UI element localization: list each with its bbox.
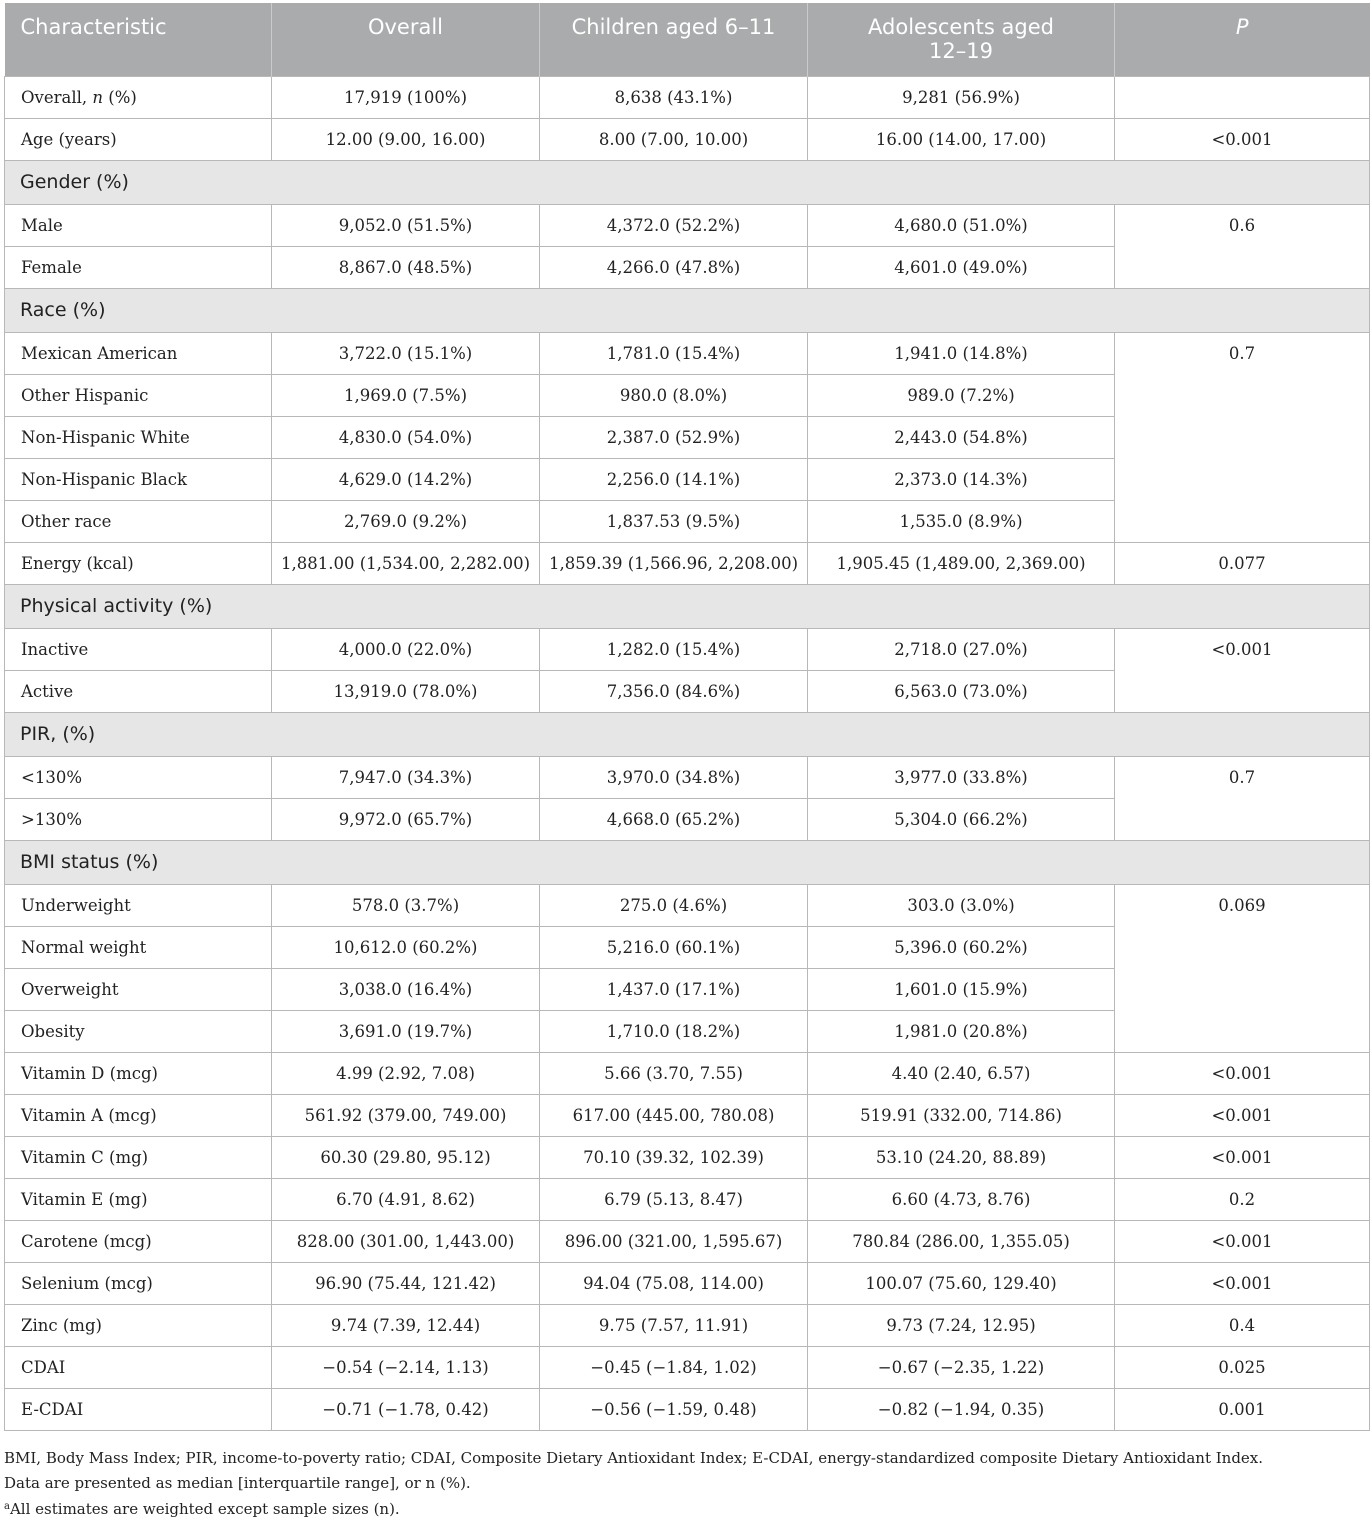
- row-label: Female: [5, 246, 272, 288]
- section-header-race: Race (%): [5, 288, 1370, 332]
- cell-children: 8,638 (43.1%): [540, 76, 808, 118]
- cell-p: <0.001: [1115, 1220, 1370, 1262]
- cell-overall: 4,629.0 (14.2%): [272, 458, 540, 500]
- cell-p: 0.001: [1115, 1388, 1370, 1430]
- table-row: [5, 542, 1370, 584]
- cell-overall: 4,000.0 (22.0%): [272, 628, 540, 670]
- row-label: Non-Hispanic Black: [5, 458, 272, 500]
- row-label-post: (%): [103, 87, 137, 107]
- cell-adolescents: 1,535.0 (8.9%): [808, 500, 1115, 542]
- row-label: Inactive: [5, 628, 272, 670]
- row-label: Vitamin C (mg): [5, 1136, 272, 1178]
- table-row: [5, 628, 1370, 670]
- cell-adolescents: 1,601.0 (15.9%): [808, 968, 1115, 1010]
- cell-children: 4,372.0 (52.2%): [540, 204, 808, 246]
- footnote-weighted: All estimates are weighted except sample sizes (n).: [9, 1500, 400, 1518]
- cell-children: 3,970.0 (34.8%): [540, 756, 808, 798]
- cell-adolescents: 16.00 (14.00, 17.00): [808, 118, 1115, 160]
- cell-p: 0.069: [1115, 884, 1370, 1052]
- row-label: Age (years): [5, 118, 272, 160]
- col-header-characteristic: Characteristic: [5, 3, 272, 76]
- cell-children: 275.0 (4.6%): [540, 884, 808, 926]
- table-row: [5, 76, 1370, 118]
- row-label: Active: [5, 670, 272, 712]
- cell-overall: 9,972.0 (65.7%): [272, 798, 540, 840]
- cell-children: 94.04 (75.08, 114.00): [540, 1262, 808, 1304]
- cell-children: 9.75 (7.57, 11.91): [540, 1304, 808, 1346]
- section-row: [5, 288, 1370, 332]
- cell-overall: 4,830.0 (54.0%): [272, 416, 540, 458]
- table-row: [5, 1052, 1370, 1094]
- cell-overall: 6.70 (4.91, 8.62): [272, 1178, 540, 1220]
- cell-p: 0.077: [1115, 542, 1370, 584]
- cell-children: −0.45 (−1.84, 1.02): [540, 1346, 808, 1388]
- cell-overall: 8,867.0 (48.5%): [272, 246, 540, 288]
- cell-adolescents: 2,718.0 (27.0%): [808, 628, 1115, 670]
- cell-p: 0.7: [1115, 756, 1370, 840]
- cell-adolescents: −0.67 (−2.35, 1.22): [808, 1346, 1115, 1388]
- row-label: Carotene (mcg): [5, 1220, 272, 1262]
- table-footnotes: [4, 1446, 1369, 1522]
- cell-overall: 17,919 (100%): [272, 76, 540, 118]
- cell-overall: 1,881.00 (1,534.00, 2,282.00): [272, 542, 540, 584]
- cell-children: 70.10 (39.32, 102.39): [540, 1136, 808, 1178]
- cell-overall: 9,052.0 (51.5%): [272, 204, 540, 246]
- cell-overall: 3,722.0 (15.1%): [272, 332, 540, 374]
- cell-adolescents: 4,601.0 (49.0%): [808, 246, 1115, 288]
- cell-adolescents: 1,905.45 (1,489.00, 2,369.00): [808, 542, 1115, 584]
- cell-p: 0.7: [1115, 332, 1370, 542]
- cell-overall: 9.74 (7.39, 12.44): [272, 1304, 540, 1346]
- table-row: [5, 1346, 1370, 1388]
- section-header-pir: PIR, (%): [5, 712, 1370, 756]
- cell-overall: 578.0 (3.7%): [272, 884, 540, 926]
- col-header-overall: Overall: [272, 3, 540, 76]
- cell-children: 1,859.39 (1,566.96, 2,208.00): [540, 542, 808, 584]
- section-header-gender: Gender (%): [5, 160, 1370, 204]
- table-row: [5, 118, 1370, 160]
- section-header-bmi: BMI status (%): [5, 840, 1370, 884]
- cell-children: 8.00 (7.00, 10.00): [540, 118, 808, 160]
- cell-children: 4,266.0 (47.8%): [540, 246, 808, 288]
- cell-p: <0.001: [1115, 118, 1370, 160]
- cell-p: <0.001: [1115, 628, 1370, 712]
- cell-overall: 4.99 (2.92, 7.08): [272, 1052, 540, 1094]
- cell-children: 7,356.0 (84.6%): [540, 670, 808, 712]
- cell-overall: 7,947.0 (34.3%): [272, 756, 540, 798]
- col-header-p: P: [1115, 3, 1370, 76]
- cell-children: 1,282.0 (15.4%): [540, 628, 808, 670]
- cell-children: 1,437.0 (17.1%): [540, 968, 808, 1010]
- cell-children: −0.56 (−1.59, 0.48): [540, 1388, 808, 1430]
- table-row: [5, 1262, 1370, 1304]
- row-label: [5, 76, 272, 118]
- row-label: Vitamin D (mcg): [5, 1052, 272, 1094]
- cell-overall: 828.00 (301.00, 1,443.00): [272, 1220, 540, 1262]
- cell-overall: 12.00 (9.00, 16.00): [272, 118, 540, 160]
- cell-adolescents: 9,281 (56.9%): [808, 76, 1115, 118]
- cell-adolescents: 6.60 (4.73, 8.76): [808, 1178, 1115, 1220]
- characteristics-table-container: [4, 3, 1369, 1431]
- cell-adolescents: 2,373.0 (14.3%): [808, 458, 1115, 500]
- row-label: Mexican American: [5, 332, 272, 374]
- cell-overall: 3,691.0 (19.7%): [272, 1010, 540, 1052]
- header-row: [5, 3, 1370, 76]
- characteristics-table: [4, 3, 1370, 1431]
- row-label: Overweight: [5, 968, 272, 1010]
- cell-children: 896.00 (321.00, 1,595.67): [540, 1220, 808, 1262]
- cell-adolescents: 4.40 (2.40, 6.57): [808, 1052, 1115, 1094]
- cell-adolescents: 1,981.0 (20.8%): [808, 1010, 1115, 1052]
- table-row: [5, 1304, 1370, 1346]
- cell-children: 980.0 (8.0%): [540, 374, 808, 416]
- row-label: Selenium (mcg): [5, 1262, 272, 1304]
- cell-adolescents: 6,563.0 (73.0%): [808, 670, 1115, 712]
- cell-children: 5,216.0 (60.1%): [540, 926, 808, 968]
- table-row: [5, 1178, 1370, 1220]
- table-row: [5, 1220, 1370, 1262]
- row-label: Zinc (mg): [5, 1304, 272, 1346]
- cell-p: 0.025: [1115, 1346, 1370, 1388]
- row-label: Other Hispanic: [5, 374, 272, 416]
- cell-adolescents: 53.10 (24.20, 88.89): [808, 1136, 1115, 1178]
- footnote-abbreviations: BMI, Body Mass Index; PIR, income-to-poverty ratio; CDAI, Composite Dietary Antioxidant Index; E-CDAI, energy-standardized composite Dietary Antioxidant Index.: [4, 1449, 1264, 1467]
- table-row: [5, 1136, 1370, 1178]
- cell-overall: 96.90 (75.44, 121.42): [272, 1262, 540, 1304]
- cell-adolescents: 1,941.0 (14.8%): [808, 332, 1115, 374]
- row-label: Non-Hispanic White: [5, 416, 272, 458]
- footnote-presentation: Data are presented as median [interquartile range], or n (%).: [4, 1473, 471, 1492]
- table-row: [5, 1094, 1370, 1136]
- row-label: >130%: [5, 798, 272, 840]
- cell-children: 6.79 (5.13, 8.47): [540, 1178, 808, 1220]
- row-label: Vitamin E (mg): [5, 1178, 272, 1220]
- cell-children: 617.00 (445.00, 780.08): [540, 1094, 808, 1136]
- cell-children: 4,668.0 (65.2%): [540, 798, 808, 840]
- cell-p: <0.001: [1115, 1094, 1370, 1136]
- cell-p: 0.6: [1115, 204, 1370, 288]
- table-row: [5, 884, 1370, 926]
- row-label: Male: [5, 204, 272, 246]
- section-row: [5, 840, 1370, 884]
- cell-overall: 13,919.0 (78.0%): [272, 670, 540, 712]
- cell-adolescents: 5,396.0 (60.2%): [808, 926, 1115, 968]
- cell-p: 0.2: [1115, 1178, 1370, 1220]
- row-label-em: n: [92, 87, 104, 107]
- cell-p: [1115, 76, 1370, 118]
- col-header-children: Children aged 6–11: [540, 3, 808, 76]
- cell-overall: 3,038.0 (16.4%): [272, 968, 540, 1010]
- cell-p: 0.4: [1115, 1304, 1370, 1346]
- row-label: <130%: [5, 756, 272, 798]
- cell-p: <0.001: [1115, 1262, 1370, 1304]
- cell-adolescents: 100.07 (75.60, 129.40): [808, 1262, 1115, 1304]
- table-row: [5, 1388, 1370, 1430]
- cell-adolescents: 3,977.0 (33.8%): [808, 756, 1115, 798]
- footnote-weighted-line: [4, 1495, 1369, 1522]
- cell-children: 1,837.53 (9.5%): [540, 500, 808, 542]
- cell-adolescents: 989.0 (7.2%): [808, 374, 1115, 416]
- table-row: [5, 204, 1370, 246]
- cell-overall: 1,969.0 (7.5%): [272, 374, 540, 416]
- row-label-pre: Overall,: [21, 87, 93, 107]
- cell-overall: 561.92 (379.00, 749.00): [272, 1094, 540, 1136]
- cell-p: <0.001: [1115, 1136, 1370, 1178]
- table-row: [5, 332, 1370, 374]
- cell-overall: 60.30 (29.80, 95.12): [272, 1136, 540, 1178]
- section-row: [5, 712, 1370, 756]
- cell-children: 1,710.0 (18.2%): [540, 1010, 808, 1052]
- cell-children: 1,781.0 (15.4%): [540, 332, 808, 374]
- col-header-adolescents: Adolescents aged 12–19: [808, 3, 1115, 76]
- cell-adolescents: 4,680.0 (51.0%): [808, 204, 1115, 246]
- row-label: Normal weight: [5, 926, 272, 968]
- cell-adolescents: 519.91 (332.00, 714.86): [808, 1094, 1115, 1136]
- cell-overall: −0.54 (−2.14, 1.13): [272, 1346, 540, 1388]
- section-row: [5, 160, 1370, 204]
- footnote-marker: a: [4, 1501, 10, 1512]
- row-label: Other race: [5, 500, 272, 542]
- cell-children: 2,387.0 (52.9%): [540, 416, 808, 458]
- cell-adolescents: 5,304.0 (66.2%): [808, 798, 1115, 840]
- cell-overall: 2,769.0 (9.2%): [272, 500, 540, 542]
- section-header-physical-activity: Physical activity (%): [5, 584, 1370, 628]
- cell-children: 2,256.0 (14.1%): [540, 458, 808, 500]
- cell-adolescents: 9.73 (7.24, 12.95): [808, 1304, 1115, 1346]
- cell-overall: 10,612.0 (60.2%): [272, 926, 540, 968]
- cell-adolescents: 303.0 (3.0%): [808, 884, 1115, 926]
- row-label: CDAI: [5, 1346, 272, 1388]
- row-label: Underweight: [5, 884, 272, 926]
- row-label: Obesity: [5, 1010, 272, 1052]
- row-label: Energy (kcal): [5, 542, 272, 584]
- cell-adolescents: 780.84 (286.00, 1,355.05): [808, 1220, 1115, 1262]
- table-row: [5, 756, 1370, 798]
- cell-p: <0.001: [1115, 1052, 1370, 1094]
- cell-adolescents: 2,443.0 (54.8%): [808, 416, 1115, 458]
- row-label: E-CDAI: [5, 1388, 272, 1430]
- cell-adolescents: −0.82 (−1.94, 0.35): [808, 1388, 1115, 1430]
- cell-overall: −0.71 (−1.78, 0.42): [272, 1388, 540, 1430]
- section-row: [5, 584, 1370, 628]
- row-label: Vitamin A (mcg): [5, 1094, 272, 1136]
- cell-children: 5.66 (3.70, 7.55): [540, 1052, 808, 1094]
